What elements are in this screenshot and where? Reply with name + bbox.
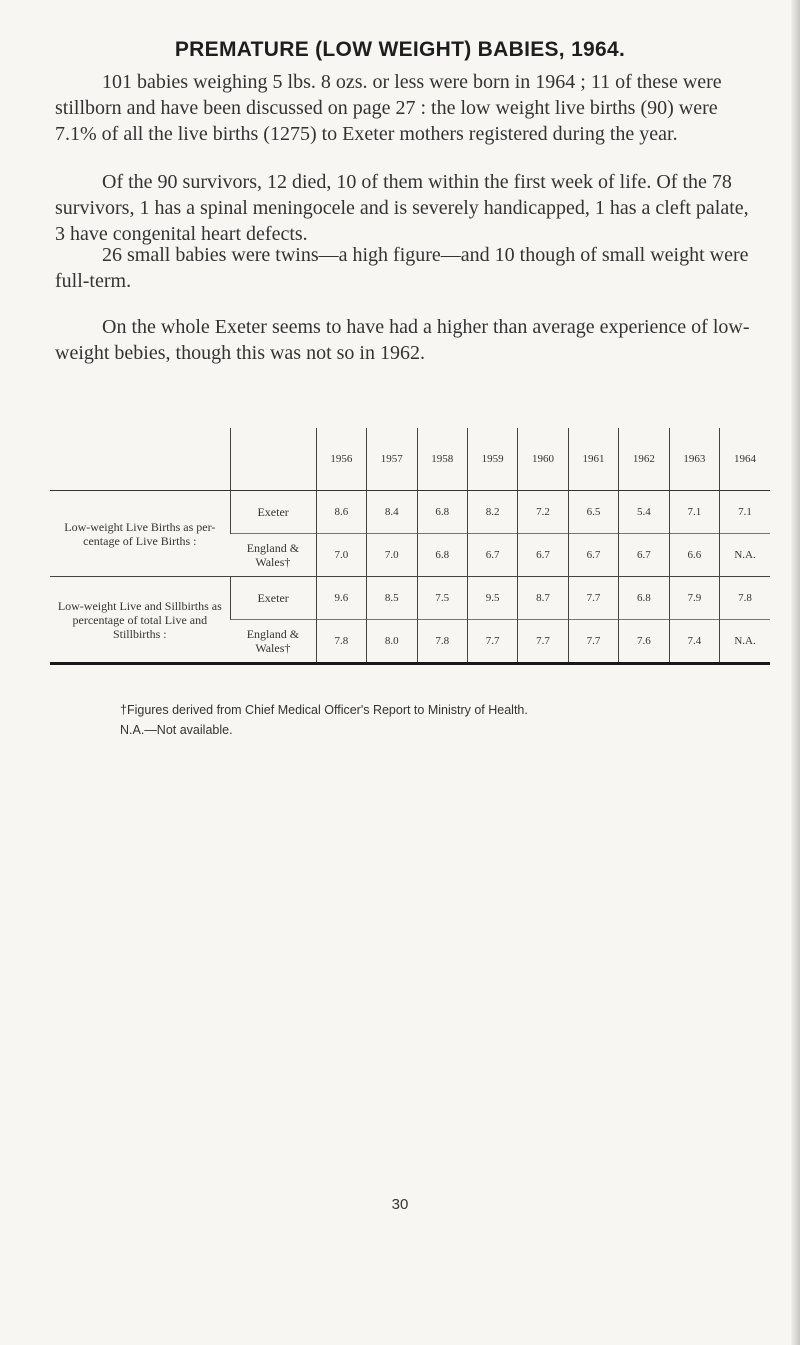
area-label: Exeter: [230, 491, 316, 534]
table-cell: 7.0: [316, 534, 366, 577]
year-header: 1956: [316, 428, 366, 491]
table-cell: 7.7: [467, 620, 517, 664]
table-cell: 7.1: [720, 491, 770, 534]
header-blank-cell: [50, 428, 230, 491]
page-number: 30: [391, 1196, 409, 1213]
table-cell: 6.8: [417, 534, 467, 577]
area-label: Exeter: [230, 577, 316, 620]
group-label: Low-weight Live and Sillbirths as percentage of total Live and Stillbirths :: [50, 577, 230, 664]
table-cell: 6.6: [669, 534, 719, 577]
table-cell: 7.0: [367, 534, 417, 577]
table-cell: 8.6: [316, 491, 366, 534]
table-cell: N.A.: [720, 620, 770, 664]
paragraph-2: [55, 169, 755, 247]
year-header: 1960: [518, 428, 568, 491]
table-cell: 6.8: [619, 577, 669, 620]
page-heading: PREMATURE (LOW WEIGHT) BABIES, 1964.: [174, 38, 626, 61]
area-label: England & Wales†: [230, 620, 316, 664]
year-header: 1957: [367, 428, 417, 491]
table-cell: 7.6: [619, 620, 669, 664]
table-cell: 8.0: [367, 620, 417, 664]
paragraph-3: [55, 242, 755, 294]
paragraph-4-text: On the whole Exeter seems to have had a higher than average experience of low-weight bebies, though this was not so in 1962.: [55, 316, 750, 364]
table-cell: 7.2: [518, 491, 568, 534]
table-cell: 6.7: [568, 534, 618, 577]
year-header: 1961: [568, 428, 618, 491]
low-weight-statistics-table: [50, 428, 770, 665]
year-header: 1959: [467, 428, 517, 491]
paragraph-1: [55, 69, 755, 147]
footnote-source: †Figures derived from Chief Medical Officer's Report to Ministry of Health.: [120, 703, 528, 717]
year-header: 1964: [720, 428, 770, 491]
paragraph-3-text: 26 small babies were twins—a high figure—and 10 though of small weight were full-term.: [55, 244, 749, 292]
paragraph-4: [55, 314, 755, 366]
table-cell: 5.4: [619, 491, 669, 534]
year-header: 1963: [669, 428, 719, 491]
table-row: [50, 491, 770, 534]
footnote-na: N.A.—Not available.: [120, 723, 233, 737]
table-cell: 6.7: [467, 534, 517, 577]
table-cell: N.A.: [720, 534, 770, 577]
group-label: Low-weight Live Births as per-centage of Live Births :: [50, 491, 230, 577]
table-cell: 7.7: [568, 577, 618, 620]
table-cell: 6.7: [619, 534, 669, 577]
table-cell: 6.7: [518, 534, 568, 577]
table-cell: 8.4: [367, 491, 417, 534]
table-cell: 7.1: [669, 491, 719, 534]
table-cell: 7.7: [518, 620, 568, 664]
table-cell: 7.4: [669, 620, 719, 664]
year-header: 1958: [417, 428, 467, 491]
table-cell: 8.2: [467, 491, 517, 534]
table-row: [50, 577, 770, 620]
table-cell: 9.6: [316, 577, 366, 620]
area-label: England & Wales†: [230, 534, 316, 577]
table-cell: 8.7: [518, 577, 568, 620]
table-cell: 6.8: [417, 491, 467, 534]
page-edge-shadow: [791, 0, 800, 1345]
table-cell: 7.5: [417, 577, 467, 620]
year-header: 1962: [619, 428, 669, 491]
table-cell: 9.5: [467, 577, 517, 620]
table-header-row: [50, 428, 770, 491]
table-cell: 7.8: [417, 620, 467, 664]
table-cell: 7.7: [568, 620, 618, 664]
table-cell: 8.5: [367, 577, 417, 620]
header-area-cell: [230, 428, 316, 491]
table-cell: 6.5: [568, 491, 618, 534]
table-cell: 7.8: [720, 577, 770, 620]
paragraph-1-text: 101 babies weighing 5 lbs. 8 ozs. or less were born in 1964 ; 11 of these were stillborn and have been discussed on page 27 : the low weight live births (90) were 7.1% of all the live births (1275) to Exeter mothers registered during the year.: [55, 71, 722, 145]
table-cell: 7.9: [669, 577, 719, 620]
paragraph-2-text: Of the 90 survivors, 12 died, 10 of them within the first week of life. Of the 78 survivors, 1 has a spinal meningocele and is severely handicapped, 1 has a cleft palate, 3 have congenital heart defects.: [55, 171, 749, 245]
table-cell: 7.8: [316, 620, 366, 664]
